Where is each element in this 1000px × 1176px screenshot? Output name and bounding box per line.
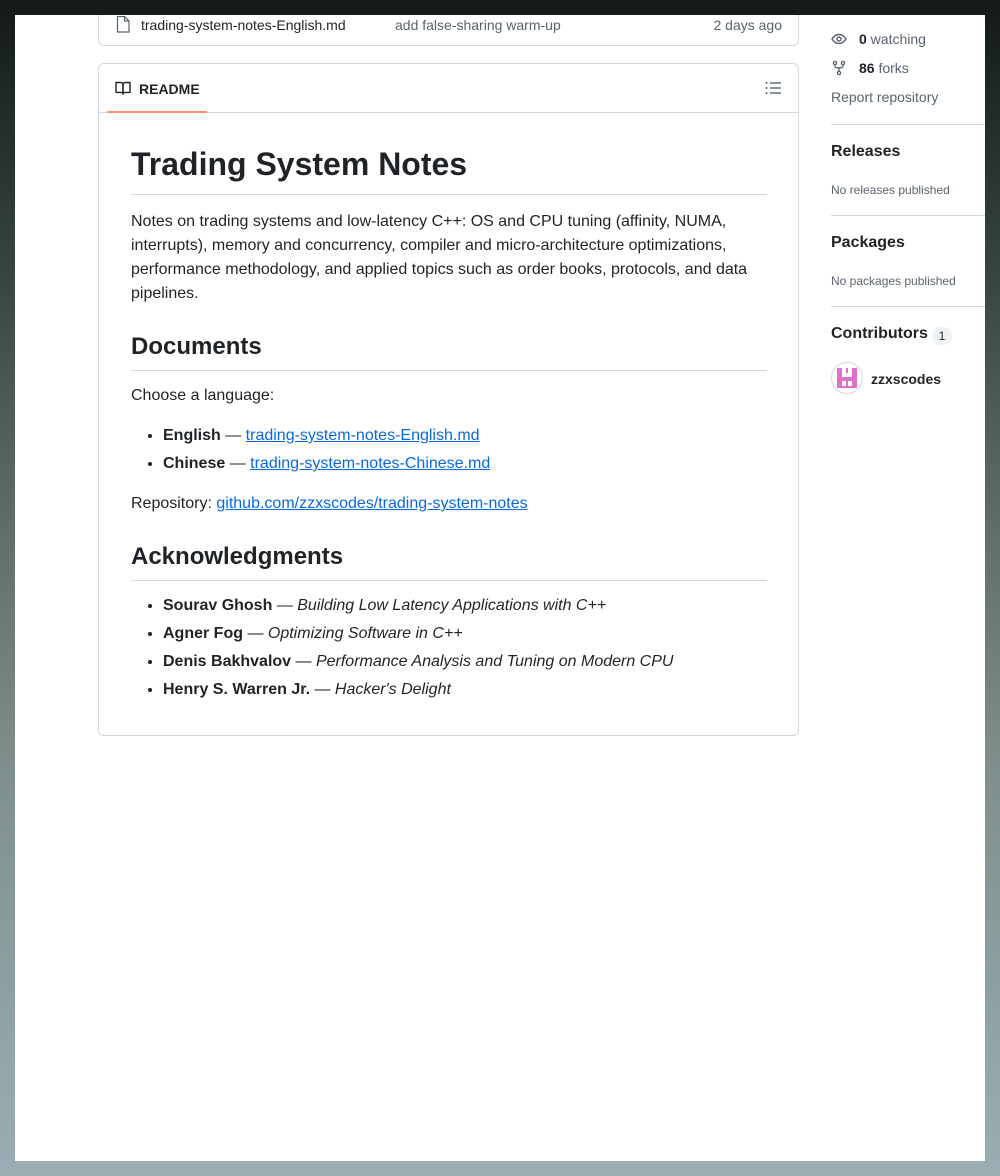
ack-book: Optimizing Software in C++ xyxy=(267,625,463,642)
language-list xyxy=(131,424,490,480)
report-repository-link[interactable]: Report repository xyxy=(831,89,939,105)
contributor-name-link[interactable]: zzxscodes xyxy=(871,371,942,387)
list-item xyxy=(163,594,673,622)
separator: — xyxy=(291,653,316,670)
list-item xyxy=(163,424,490,452)
packages-note: No packages published xyxy=(831,274,956,288)
documents-heading: Documents xyxy=(131,332,767,371)
choose-language-text: Choose a language: xyxy=(131,387,275,404)
list-item xyxy=(163,678,673,706)
acknowledgments-heading: Acknowledgments xyxy=(131,542,767,581)
contributors-heading[interactable]: Contributors xyxy=(831,325,928,342)
list-unordered-icon[interactable] xyxy=(765,81,781,95)
file-name-link[interactable]: trading-system-notes-English.md xyxy=(141,17,346,33)
separator: — xyxy=(220,427,246,444)
ack-author: Sourav Ghosh xyxy=(163,597,273,614)
language-name: Chinese xyxy=(163,455,226,472)
forks-label: forks xyxy=(874,60,909,76)
repository-label: Repository: xyxy=(131,495,217,512)
tab-readme-label: README xyxy=(139,81,200,97)
commit-message-link[interactable]: add false-sharing warm-up xyxy=(395,17,561,33)
file-row[interactable] xyxy=(99,15,798,35)
repo-sidebar xyxy=(831,15,985,415)
divider xyxy=(831,215,985,216)
readme-intro: Notes on trading systems and low-latency C++: OS and CPU tuning (affinity, NUMA, interrupts), memory and concurrency, compiler and micro-architecture optimizations, performance methodology, and applied topics such as order books, protocols, and data pipelines. xyxy=(131,213,748,302)
ack-book: Hacker's Delight xyxy=(334,681,451,698)
separator: — xyxy=(225,455,251,472)
list-item xyxy=(163,452,490,480)
repository-line xyxy=(131,492,528,516)
ack-book: Performance Analysis and Tuning on Modern CPU xyxy=(315,653,674,670)
divider xyxy=(831,124,985,125)
avatar[interactable] xyxy=(831,362,863,394)
english-doc-link[interactable]: trading-system-notes-English.md xyxy=(245,427,480,444)
ack-author: Agner Fog xyxy=(163,625,243,642)
eye-icon xyxy=(831,31,847,47)
separator: — xyxy=(310,681,335,698)
contributors-count-badge: 1 xyxy=(932,327,952,345)
separator: — xyxy=(243,625,268,642)
ack-author: Henry S. Warren Jr. xyxy=(163,681,311,698)
readme-panel xyxy=(98,63,799,736)
list-item xyxy=(163,622,673,650)
releases-heading[interactable]: Releases xyxy=(831,143,901,160)
ack-book: Building Low Latency Applications with C++ xyxy=(297,597,607,614)
github-repo-page xyxy=(15,15,985,1161)
repository-link[interactable]: github.com/zzxscodes/trading-system-notes xyxy=(216,495,528,512)
chinese-doc-link[interactable]: trading-system-notes-Chinese.md xyxy=(250,455,491,472)
identicon-avatar xyxy=(832,363,862,393)
watching-count: 0 xyxy=(859,31,867,47)
separator: — xyxy=(272,597,298,614)
list-item xyxy=(163,650,673,678)
file-list xyxy=(98,15,799,46)
watching-label: watching xyxy=(866,31,926,47)
tab-active-underline xyxy=(107,111,207,113)
readme-title: Trading System Notes xyxy=(131,144,767,195)
divider xyxy=(831,306,985,307)
book-icon xyxy=(115,81,131,95)
tab-readme[interactable] xyxy=(107,64,207,112)
forks-count: 86 xyxy=(859,60,875,76)
readme-header xyxy=(99,64,798,113)
language-name: English xyxy=(163,427,221,444)
acknowledgments-list xyxy=(131,594,673,706)
file-icon xyxy=(116,16,130,33)
releases-note: No releases published xyxy=(831,183,950,197)
ack-author: Denis Bakhvalov xyxy=(163,653,292,670)
commit-age: 2 days ago xyxy=(713,17,782,33)
repo-forked-icon xyxy=(831,60,847,76)
packages-heading[interactable]: Packages xyxy=(831,234,905,251)
